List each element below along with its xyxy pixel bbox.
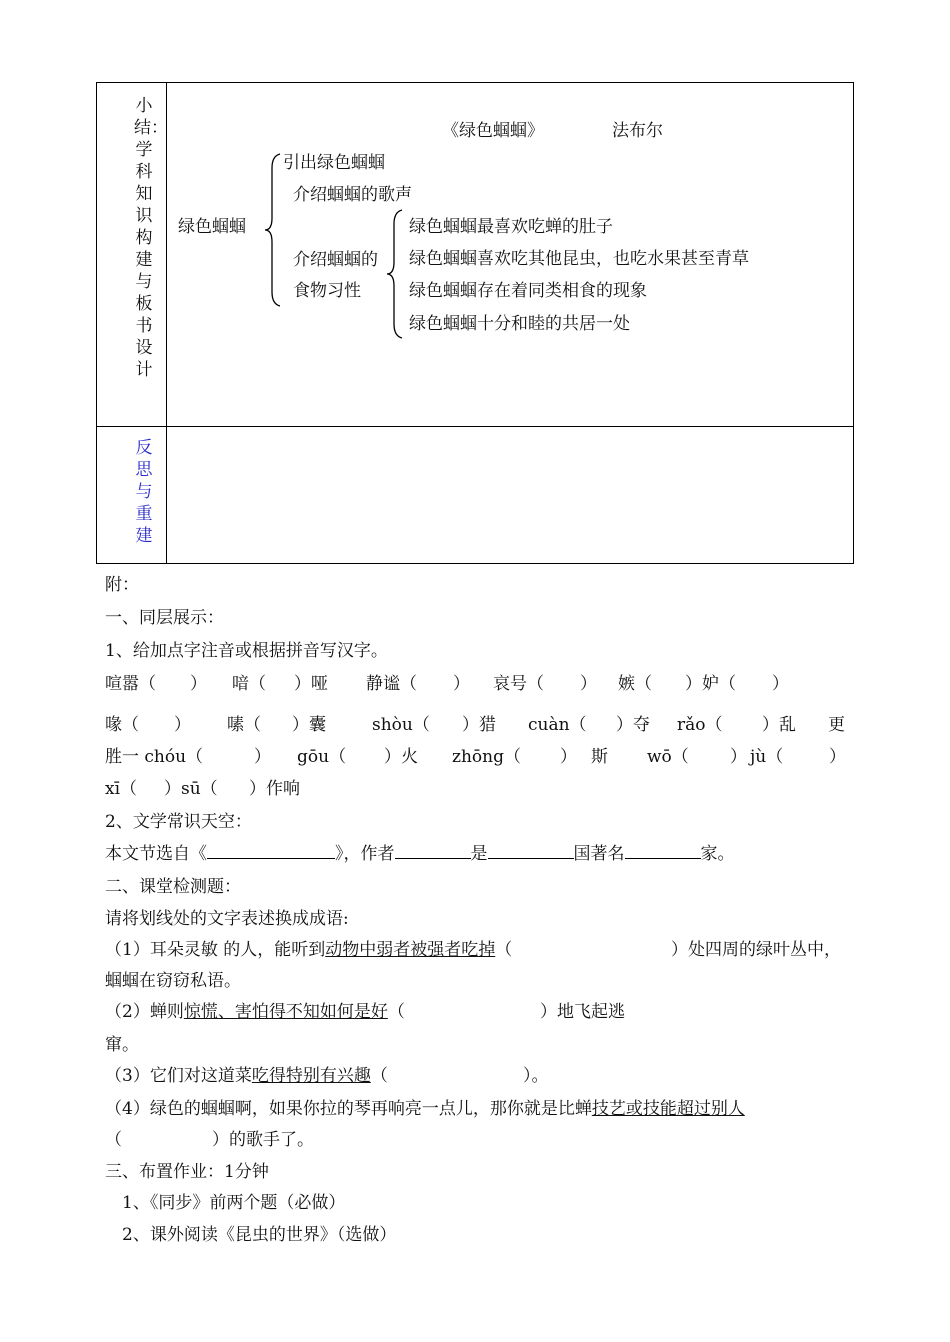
board-root: 绿色蝈蝈 — [178, 217, 246, 237]
literature-part: 》，作者 — [335, 844, 395, 864]
branch-food-line2: 食物习性 — [293, 281, 361, 301]
pinyin-item: 喧嚣（ — [105, 674, 156, 694]
pinyin-item: 静谧（ — [366, 674, 417, 694]
lesson-title: 《绿色蝈蝈》 — [442, 121, 544, 141]
underlined-phrase: 吃得特别有兴趣 — [251, 1066, 371, 1086]
branch-food-line1: 介绍蝈蝈的 — [293, 250, 378, 270]
pinyin-item: ）sū（ — [164, 779, 218, 799]
literature-part: 是 — [470, 844, 488, 864]
item-1-line2: 蝈蝈在窃窃私语。 — [105, 971, 241, 991]
item-3-cont: ）。 — [523, 1066, 549, 1086]
pinyin-item: ） — [772, 674, 789, 694]
pinyin-item: ） — [560, 747, 577, 767]
underlined-phrase: 惊慌、害怕得不知如何是好 — [183, 1002, 388, 1022]
pinyin-item: ） — [254, 747, 271, 767]
pinyin-item: ）妒（ — [685, 674, 736, 694]
item-2 — [105, 997, 405, 1022]
pinyin-item: xī（ — [105, 779, 138, 799]
lesson-author: 法布尔 — [612, 121, 663, 141]
pinyin-item: ）夺 — [616, 715, 650, 735]
item-4-cont: ）的歌手了。 — [212, 1130, 314, 1150]
pinyin-item: ） — [190, 674, 207, 694]
pinyin-item: ） — [453, 674, 470, 694]
author-blank[interactable] — [395, 842, 471, 859]
instruction: 请将划线处的文字表述换成成语: — [105, 909, 349, 929]
pinyin-item: 喑（ — [232, 674, 266, 694]
item-2-cont: ）地飞起逃 — [540, 1002, 625, 1022]
book-blank[interactable] — [207, 842, 335, 859]
pinyin-item: jù（ — [750, 747, 784, 767]
item-text: （4）绿色的蝈蝈啊，如果你拉的琴再响亮一点儿，那你就是比蝉 — [105, 1099, 592, 1119]
pinyin-item: shòu（ — [372, 715, 430, 735]
food-leaf-4: 绿色蝈蝈十分和睦的共居一处 — [409, 314, 630, 334]
branch-intro: 引出绿色蝈蝈 — [283, 153, 385, 173]
pinyin-item: gōu（ — [297, 747, 347, 767]
pinyin-item: zhōng（ — [452, 747, 521, 767]
country-blank[interactable] — [488, 842, 574, 859]
section-1-heading: 一、同层展示： — [105, 608, 224, 628]
underlined-phrase: 技艺或技能超过别人 — [591, 1099, 745, 1119]
pinyin-item: ）囊 — [292, 715, 326, 735]
item-text: （3）它们对这道菜 — [105, 1066, 252, 1086]
pinyin-item: wō（ — [647, 747, 689, 767]
pinyin-item: ）猎 — [462, 715, 496, 735]
underlined-phrase: 动物中弱者被强者吃掉 — [325, 940, 496, 960]
pinyin-item: 胜一 chóu（ — [105, 747, 204, 767]
pinyin-item: ） — [730, 747, 747, 767]
item-text: （1）耳朵灵敏 的人，能听到 — [105, 940, 326, 960]
reflection-label: 反思与重建 — [135, 438, 153, 546]
appendix-heading: 附： — [105, 575, 139, 595]
branch-song: 介绍蝈蝈的歌声 — [293, 185, 412, 205]
literature-part: 国著名 — [573, 844, 625, 864]
pinyin-item: 斯 — [591, 747, 608, 767]
main-brace-icon — [262, 152, 284, 308]
item-2-line2: 窜。 — [105, 1035, 139, 1055]
item-1 — [105, 935, 512, 960]
section-3-heading: 三、布置作业：1分钟 — [105, 1162, 269, 1182]
food-leaf-1: 绿色蝈蝈最喜欢吃蝉的肚子 — [409, 217, 613, 237]
food-leaf-2: 绿色蝈蝈喜欢吃其他昆虫，也吃水果甚至青草 — [409, 249, 749, 269]
literature-line — [105, 839, 735, 864]
pinyin-item: 哀号（ — [493, 674, 544, 694]
pinyin-item: ） — [580, 674, 597, 694]
item-text: （ — [387, 1002, 405, 1022]
literature-part: 家。 — [700, 844, 735, 864]
pinyin-item: cuàn（ — [528, 715, 587, 735]
pinyin-item: rǎo（ — [677, 715, 723, 735]
item-3 — [105, 1061, 388, 1086]
homework-2: 2、课外阅读《昆虫的世界》（选做） — [122, 1225, 397, 1245]
summary-label: 小结：学科知识构建与板书设计 — [134, 96, 168, 380]
pinyin-item: ） — [829, 747, 846, 767]
item-4-open: （ — [105, 1130, 122, 1150]
pinyin-item: ）火 — [384, 747, 418, 767]
pinyin-item: 嗉（ — [227, 715, 261, 735]
question-1: 1、给加点字注音或根据拼音写汉字。 — [105, 641, 388, 661]
literature-part: 本文节选自《 — [105, 844, 207, 864]
pinyin-item: ） — [174, 715, 191, 735]
pinyin-item: ）乱 — [762, 715, 796, 735]
food-brace-icon — [384, 208, 406, 340]
profession-blank[interactable] — [625, 842, 701, 859]
item-1-cont: ）处四周的绿叶丛中， — [671, 940, 841, 960]
item-text: （ — [370, 1066, 388, 1086]
row-divider — [97, 426, 853, 427]
item-text: （ — [495, 940, 513, 960]
pinyin-item: 更 — [828, 715, 845, 735]
section-2-heading: 二、课堂检测题： — [105, 877, 241, 897]
food-leaf-3: 绿色蝈蝈存在着同类相食的现象 — [409, 281, 647, 301]
item-4 — [105, 1094, 745, 1119]
homework-1: 1、《同步》前两个题（必做） — [122, 1193, 346, 1213]
pinyin-item: ）哑 — [294, 674, 328, 694]
question-2: 2、文学常识天空： — [105, 812, 252, 832]
pinyin-item: ）作响 — [249, 779, 300, 799]
item-text: （2）蝉则 — [105, 1002, 184, 1022]
pinyin-item: 喙（ — [105, 715, 139, 735]
column-divider — [166, 83, 167, 563]
pinyin-item: 嫉（ — [618, 674, 652, 694]
